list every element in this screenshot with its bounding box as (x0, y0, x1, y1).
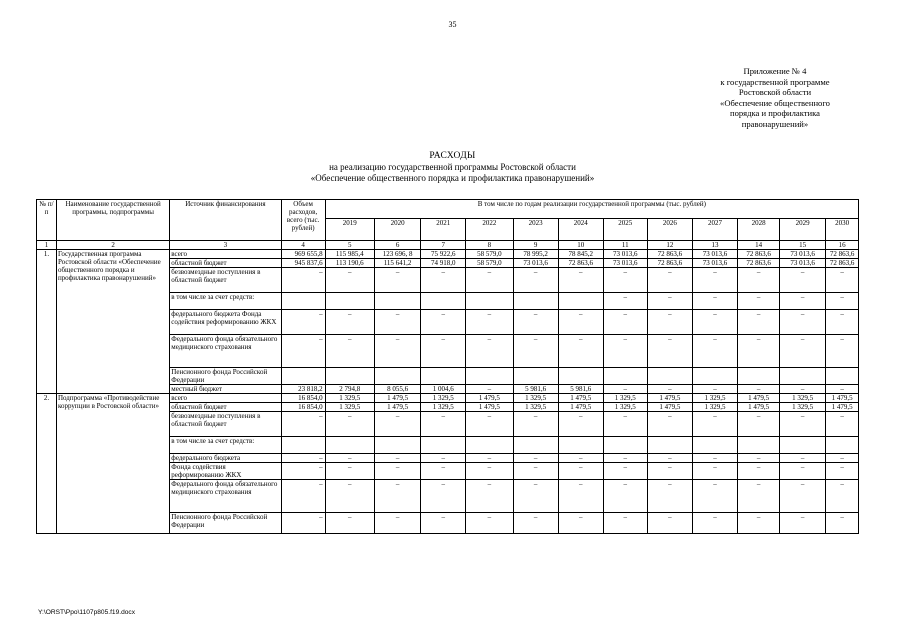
column-number: 2 (56, 241, 169, 250)
column-number: 9 (513, 241, 558, 250)
funding-source: в том числе за счет средств: (170, 293, 281, 310)
year-value: – (738, 335, 780, 368)
column-number: 13 (692, 241, 737, 250)
year-value: 1 479,5 (558, 394, 603, 403)
year-value: 1 329,5 (325, 403, 374, 412)
year-value (466, 368, 513, 385)
total-value: – (281, 335, 325, 368)
year-value (374, 437, 420, 454)
year-value (421, 293, 466, 310)
year-value: 1 329,5 (421, 403, 466, 412)
year-value: – (513, 310, 558, 335)
year-value: 1 479,5 (374, 394, 420, 403)
column-number: 1 (37, 241, 57, 250)
year-value: – (780, 513, 826, 534)
column-number: 14 (738, 241, 780, 250)
year-value: 115 641,2 (374, 259, 420, 268)
year-value: – (466, 310, 513, 335)
year-value: 73 013,6 (513, 259, 558, 268)
appendix-block (680, 66, 870, 130)
year-value: – (647, 480, 692, 513)
year-value: – (692, 463, 737, 480)
appendix-line: порядка и профилактика (729, 108, 820, 119)
year-value: 1 329,5 (513, 403, 558, 412)
year-value: – (325, 310, 374, 335)
year-value: 1 479,5 (374, 403, 420, 412)
year-value: – (692, 268, 737, 293)
year-value: – (780, 293, 826, 310)
year-value: 1 329,5 (421, 394, 466, 403)
year-value: 1 479,5 (466, 403, 513, 412)
year-value: 73 013,6 (780, 259, 826, 268)
year-value (558, 437, 603, 454)
funding-source: Фонда содействия реформированию ЖКХ (170, 463, 281, 480)
column-number: 12 (647, 241, 692, 250)
year-value: 72 863,6 (647, 250, 692, 259)
year-value (738, 368, 780, 385)
year-value: – (603, 513, 647, 534)
year-value: – (513, 454, 558, 463)
year-value: – (826, 268, 859, 293)
year-value: – (513, 268, 558, 293)
year-value: 113 190,6 (325, 259, 374, 268)
year-value: – (513, 335, 558, 368)
header-year: 2026 (647, 219, 692, 241)
year-value: – (421, 480, 466, 513)
total-value (281, 293, 325, 310)
funding-source: безвозмездные поступления в областной бюджет (170, 268, 281, 293)
year-value: – (826, 335, 859, 368)
year-value (374, 368, 420, 385)
year-value: – (826, 513, 859, 534)
header-num: № п/п (37, 200, 57, 241)
year-value: 1 329,5 (692, 403, 737, 412)
section-number: 1. (37, 250, 57, 394)
year-value (466, 437, 513, 454)
title-main: РАСХОДЫ (429, 151, 476, 161)
year-value: – (780, 385, 826, 394)
header-year: 2024 (558, 219, 603, 241)
funding-source: федерального бюджета Фонда содействия реформированию ЖКХ (170, 310, 281, 335)
year-value: – (421, 454, 466, 463)
year-value (603, 437, 647, 454)
year-value: 1 479,5 (826, 394, 859, 403)
year-value: – (374, 335, 420, 368)
year-value (513, 293, 558, 310)
year-value: – (738, 268, 780, 293)
year-value: – (647, 310, 692, 335)
total-value: 969 655,8 (281, 250, 325, 259)
year-value: 1 329,5 (513, 394, 558, 403)
header-name: Наименование государственной программы, подпрограммы (56, 200, 169, 241)
year-value: – (647, 385, 692, 394)
year-value: 72 863,6 (826, 250, 859, 259)
appendix-line: Приложение № 4 (743, 66, 807, 76)
year-value: – (374, 310, 420, 335)
funding-source: Федерального фонда обязательного медицинского страхования (170, 480, 281, 513)
year-value: – (603, 293, 647, 310)
funding-source: Пенсионного фонда Российской Федерации (170, 513, 281, 534)
year-value: 1 329,5 (325, 394, 374, 403)
year-value: – (325, 513, 374, 534)
year-value: – (374, 463, 420, 480)
year-value: – (603, 310, 647, 335)
year-value (421, 368, 466, 385)
column-number: 6 (374, 241, 420, 250)
year-value: 1 004,6 (421, 385, 466, 394)
year-value: 74 918,0 (421, 259, 466, 268)
total-value (281, 437, 325, 454)
funding-source: безвозмездные поступления в областной бюджет (170, 412, 281, 437)
year-value: – (421, 513, 466, 534)
funding-source: в том числе за счет средств: (170, 437, 281, 454)
year-value (738, 437, 780, 454)
appendix-line: «Обеспечение общественного (720, 97, 830, 108)
year-value: – (692, 480, 737, 513)
year-value: 1 329,5 (603, 394, 647, 403)
year-value: – (826, 454, 859, 463)
year-value: – (603, 412, 647, 437)
year-value: – (692, 310, 737, 335)
appendix-line: к государственной программе (720, 76, 830, 87)
year-value: – (826, 385, 859, 394)
funding-source: Пенсионного фонда Российской Федерации (170, 368, 281, 385)
year-value: – (780, 480, 826, 513)
total-value: – (281, 268, 325, 293)
year-value: – (421, 310, 466, 335)
year-value: 1 479,5 (466, 394, 513, 403)
year-value: 78 845,2 (558, 250, 603, 259)
year-value: – (466, 385, 513, 394)
year-value: – (466, 335, 513, 368)
year-value: – (466, 454, 513, 463)
year-value: – (466, 463, 513, 480)
year-value: – (826, 480, 859, 513)
year-value: – (826, 310, 859, 335)
year-value: 72 863,6 (738, 250, 780, 259)
year-value: – (647, 412, 692, 437)
total-value (281, 368, 325, 385)
year-value: – (603, 268, 647, 293)
year-value: – (692, 335, 737, 368)
year-value: – (647, 335, 692, 368)
year-value (558, 293, 603, 310)
year-value: – (603, 480, 647, 513)
year-value: – (325, 463, 374, 480)
year-value: 1 479,5 (826, 403, 859, 412)
year-value (692, 368, 737, 385)
year-value: – (558, 513, 603, 534)
year-value: – (738, 310, 780, 335)
year-value: 2 794,8 (325, 385, 374, 394)
column-number: 8 (466, 241, 513, 250)
funding-source: всего (170, 394, 281, 403)
year-value: – (558, 310, 603, 335)
year-value: – (647, 454, 692, 463)
year-value (421, 437, 466, 454)
year-value: – (421, 412, 466, 437)
year-value: – (738, 454, 780, 463)
year-value: 1 329,5 (692, 394, 737, 403)
header-year: 2023 (513, 219, 558, 241)
file-path: Y:\ORST\Ppo\1107p805.f19.docx (38, 609, 136, 616)
year-value: 72 863,6 (826, 259, 859, 268)
column-number: 16 (826, 241, 859, 250)
year-value: – (780, 268, 826, 293)
year-value: – (603, 385, 647, 394)
year-value (374, 293, 420, 310)
total-value: – (281, 513, 325, 534)
year-value: 72 863,6 (647, 259, 692, 268)
year-value: – (603, 335, 647, 368)
year-value (558, 368, 603, 385)
year-value: 73 013,6 (603, 250, 647, 259)
header-row (37, 200, 859, 219)
funding-source: всего (170, 250, 281, 259)
year-value: – (466, 268, 513, 293)
header-source: Источник финансирования (170, 200, 281, 241)
year-value: – (692, 412, 737, 437)
year-value (603, 368, 647, 385)
year-value (780, 368, 826, 385)
year-value: – (466, 513, 513, 534)
column-number: 3 (170, 241, 281, 250)
header-years-group: В том числе по годам реализации государственной программы (тыс. рублей) (325, 200, 858, 219)
year-value: 5 981,6 (513, 385, 558, 394)
year-value: – (738, 412, 780, 437)
year-value: – (826, 412, 859, 437)
year-value: – (692, 385, 737, 394)
year-value: – (558, 268, 603, 293)
year-value: – (826, 463, 859, 480)
year-value (780, 437, 826, 454)
year-value: – (692, 454, 737, 463)
year-value: 123 696, 8 (374, 250, 420, 259)
year-value: – (558, 335, 603, 368)
total-value: 23 818,2 (281, 385, 325, 394)
year-value: 1 479,5 (738, 394, 780, 403)
header-year: 2025 (603, 219, 647, 241)
total-value: 16 854,0 (281, 403, 325, 412)
column-number: 5 (325, 241, 374, 250)
year-value: – (513, 513, 558, 534)
year-value: – (421, 335, 466, 368)
title-line: «Обеспечение общественного порядка и профилактика правонарушений» (310, 173, 595, 183)
year-value: – (603, 463, 647, 480)
total-value: – (281, 480, 325, 513)
year-value: – (325, 412, 374, 437)
header-year: 2029 (780, 219, 826, 241)
year-value: – (513, 480, 558, 513)
total-value: – (281, 412, 325, 437)
page-number: 35 (448, 20, 457, 29)
header-year: 2019 (325, 219, 374, 241)
year-value: 58 579,0 (466, 259, 513, 268)
year-value: – (421, 463, 466, 480)
year-value: – (692, 293, 737, 310)
year-value: 72 863,6 (558, 259, 603, 268)
funding-source: областной бюджет (170, 259, 281, 268)
year-value: 1 479,5 (558, 403, 603, 412)
year-value: – (466, 412, 513, 437)
year-value (692, 437, 737, 454)
year-value: 1 329,5 (780, 403, 826, 412)
year-value: – (325, 480, 374, 513)
funding-source: областной бюджет (170, 403, 281, 412)
section-number: 2. (37, 394, 57, 534)
year-value: – (780, 454, 826, 463)
year-value: 1 479,5 (647, 394, 692, 403)
year-value (647, 368, 692, 385)
year-value: – (692, 513, 737, 534)
year-value (325, 437, 374, 454)
title-line: на реализацию государственной программы Ростовской области (329, 162, 576, 172)
header-year: 2028 (738, 219, 780, 241)
funding-source: местный бюджет (170, 385, 281, 394)
year-value: 75 922,6 (421, 250, 466, 259)
table-row (37, 394, 859, 403)
year-value: – (647, 293, 692, 310)
appendix-line: Ростовской области (738, 87, 812, 98)
year-value: – (374, 268, 420, 293)
funding-source: федерального бюджета (170, 454, 281, 463)
year-value: – (513, 463, 558, 480)
year-value (513, 437, 558, 454)
year-value: 8 055,6 (374, 385, 420, 394)
year-value: – (780, 310, 826, 335)
year-value: – (738, 480, 780, 513)
column-number: 15 (780, 241, 826, 250)
year-value (826, 437, 859, 454)
year-value: – (513, 412, 558, 437)
column-number: 4 (281, 241, 325, 250)
year-value: – (558, 480, 603, 513)
year-value: – (738, 385, 780, 394)
year-value: 73 013,6 (692, 250, 737, 259)
header-year: 2027 (692, 219, 737, 241)
expenditure-table (36, 199, 859, 534)
year-value: 1 329,5 (603, 403, 647, 412)
year-value: 72 863,6 (738, 259, 780, 268)
total-value: 16 854,0 (281, 394, 325, 403)
year-value: – (647, 513, 692, 534)
section-name: Государственная программа Ростовской области «Обеспечение общественного порядка и профилактика правонарушений» (56, 250, 169, 394)
column-number: 11 (603, 241, 647, 250)
year-value: – (558, 412, 603, 437)
year-value: – (647, 268, 692, 293)
table-row (37, 250, 859, 259)
year-value (826, 368, 859, 385)
year-value: – (374, 412, 420, 437)
funding-source: Федерального фонда обязательного медицинского страхования (170, 335, 281, 368)
year-value: 1 479,5 (738, 403, 780, 412)
year-value: 73 013,6 (780, 250, 826, 259)
column-number: 10 (558, 241, 603, 250)
year-value: – (738, 513, 780, 534)
total-value: – (281, 310, 325, 335)
year-value: – (558, 463, 603, 480)
header-year: 2020 (374, 219, 420, 241)
year-value: 1 479,5 (647, 403, 692, 412)
year-value (647, 437, 692, 454)
year-value: – (374, 454, 420, 463)
total-value: 945 837,6 (281, 259, 325, 268)
total-value: – (281, 463, 325, 480)
year-value: – (647, 463, 692, 480)
year-value: – (826, 293, 859, 310)
section-name: Подпрограмма «Противодействие коррупции в Ростовской области» (56, 394, 169, 534)
total-value: – (281, 454, 325, 463)
year-value (466, 293, 513, 310)
year-value: – (780, 335, 826, 368)
appendix-line: правонарушений» (741, 118, 809, 129)
year-value: – (374, 513, 420, 534)
year-value: – (421, 268, 466, 293)
header-year: 2022 (466, 219, 513, 241)
year-value: – (603, 454, 647, 463)
year-value: – (374, 480, 420, 513)
header-year: 2030 (826, 219, 859, 241)
year-value: – (738, 293, 780, 310)
column-number: 7 (421, 241, 466, 250)
year-value: – (558, 454, 603, 463)
year-value: – (325, 335, 374, 368)
year-value (325, 368, 374, 385)
year-value: 58 579,0 (466, 250, 513, 259)
year-value: – (325, 268, 374, 293)
header-year: 2021 (421, 219, 466, 241)
year-value: 78 995,2 (513, 250, 558, 259)
year-value: – (780, 463, 826, 480)
year-value: – (325, 454, 374, 463)
year-value: 73 013,6 (603, 259, 647, 268)
year-value: 5 981,6 (558, 385, 603, 394)
year-value: – (780, 412, 826, 437)
year-value (325, 293, 374, 310)
year-value (513, 368, 558, 385)
document-title (0, 151, 905, 184)
year-value: 1 329,5 (780, 394, 826, 403)
header-total: Объем расходов, всего (тыс. рублей) (281, 200, 325, 241)
year-value: 73 013,6 (692, 259, 737, 268)
year-value: – (738, 463, 780, 480)
year-value: 115 985,4 (325, 250, 374, 259)
column-number-row (37, 241, 859, 250)
year-value: – (466, 480, 513, 513)
